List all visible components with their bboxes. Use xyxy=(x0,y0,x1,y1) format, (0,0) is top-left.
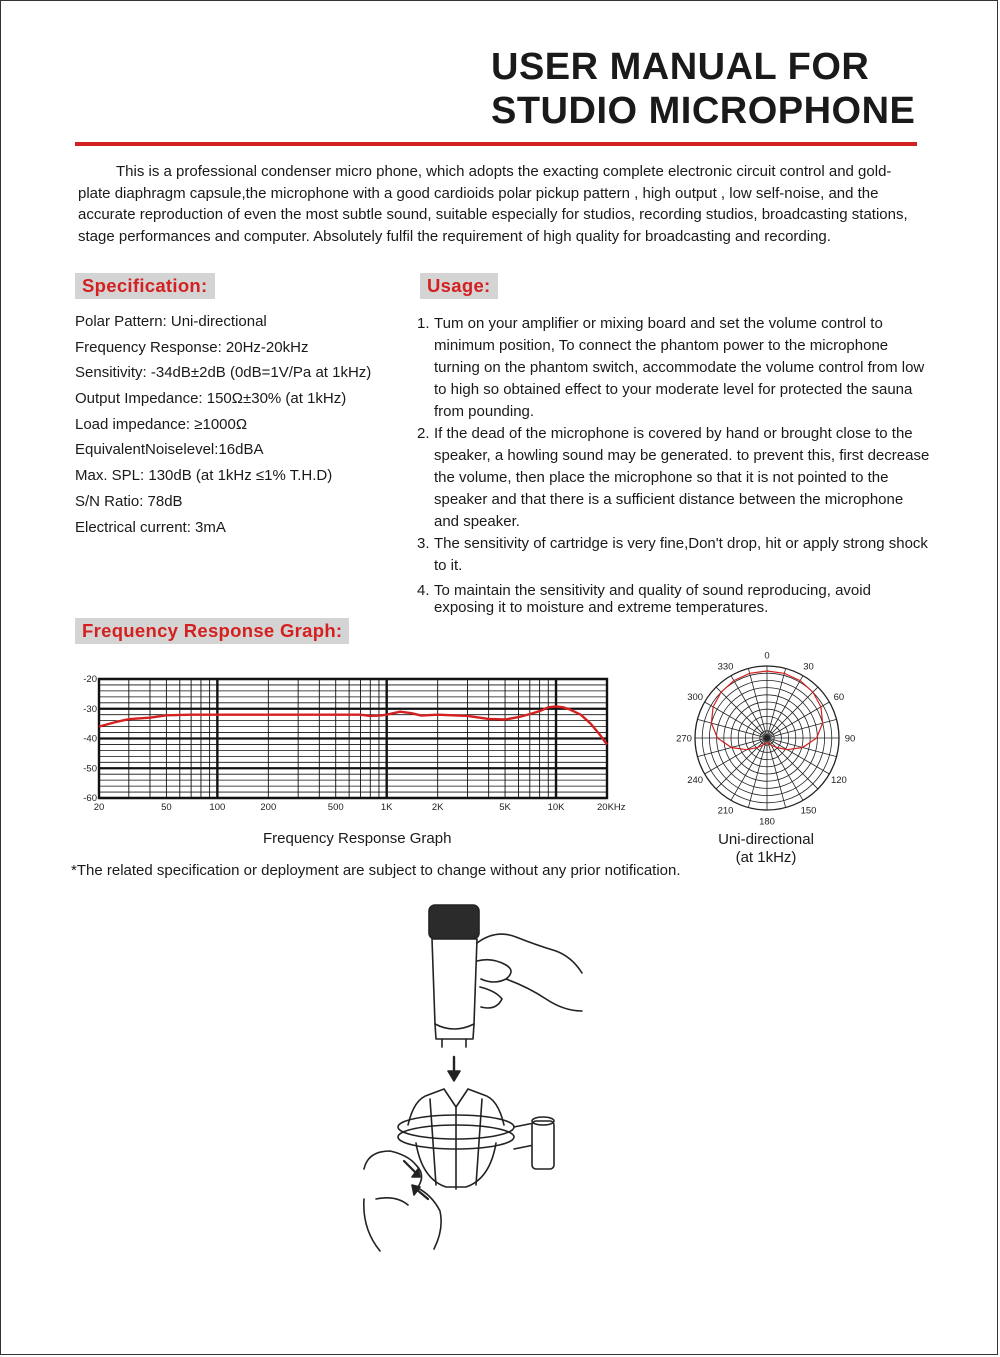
y-tick-label: -60 xyxy=(83,793,97,804)
x-tick-label: 1K xyxy=(380,802,393,813)
polar-spoke xyxy=(705,738,767,774)
usage-item-number: 2. xyxy=(417,425,430,442)
polar-caption-line-1: Uni-directional xyxy=(718,831,814,848)
polar-angle-label: 300 xyxy=(687,692,704,703)
microphone-body xyxy=(432,939,477,1029)
spec-item: Max. SPL: 130dB (at 1kHz ≤1% T.H.D) xyxy=(75,467,333,485)
polar-spoke xyxy=(767,719,837,738)
spec-item: Load impedance: ≥1000Ω xyxy=(75,415,248,433)
usage-item xyxy=(417,582,932,616)
spec-item: Output Impedance: 150Ω±30% (at 1kHz) xyxy=(75,390,347,408)
usage-item-number: 3. xyxy=(417,535,430,552)
intro-text: This is a professional condenser micro phone, which adopts the exacting complete electronic circuit control and gold-plate diaphragm capsule,the microphone with a good cardioids polar pickup pattern , high output , low self-noise, and the accurate reproduction of even the most subtle sound, suitable especially for studios, recording studios, broadcasting stations, stage performances and computer. Absolutely fulfil the requirement of high quality for broadcasting and recording. xyxy=(78,163,908,245)
polar-spoke xyxy=(705,702,767,738)
polar-spoke xyxy=(767,738,803,800)
spec-item: Polar Pattern: Uni-directional xyxy=(75,313,267,330)
spec-item: Electrical current: 3mA xyxy=(75,518,226,536)
arrow-down-icon xyxy=(448,1071,460,1081)
spec-item: Sensitivity: -34dB±2dB (0dB=1V/Pa at 1kHz) xyxy=(75,364,372,382)
polar-angle-label: 150 xyxy=(800,805,817,817)
microphone-thread xyxy=(442,1039,466,1047)
usage-item-number: 1. xyxy=(417,315,430,332)
polar-spoke xyxy=(697,719,767,738)
x-tick-label: 500 xyxy=(327,802,344,813)
mount-screw-knob xyxy=(532,1121,554,1169)
y-tick-label: -20 xyxy=(83,674,97,685)
polar-angle-label: 270 xyxy=(676,733,692,745)
x-tick-label: 50 xyxy=(161,802,172,813)
specification-heading: Specification: xyxy=(75,273,215,299)
polar-spoke xyxy=(767,668,786,738)
polar-spoke xyxy=(767,702,829,738)
polar-spoke xyxy=(767,738,829,774)
page-title xyxy=(491,45,951,133)
x-tick-label: 2K xyxy=(431,802,444,813)
intro-paragraph xyxy=(78,161,923,247)
specification-list xyxy=(75,311,415,542)
x-tick-label: 5K xyxy=(499,802,511,813)
left-hand xyxy=(364,1151,441,1251)
usage-item-text: The sensitivity of cartridge is very fine,Don't drop, hit or apply strong shock to it. xyxy=(434,535,928,574)
usage-item xyxy=(417,423,932,533)
microphone-shock-mount-illustration xyxy=(356,899,656,1259)
y-tick-label: -40 xyxy=(83,733,97,745)
y-tick-label: -30 xyxy=(83,703,97,715)
usage-item xyxy=(417,313,932,423)
title-divider xyxy=(75,142,917,146)
usage-item-text: If the dead of the microphone is covered by hand or brought close to the speaker, a howling sound may be generated. to prevent this, first decrease the volume, then place the microphone so that it is not pointed to the speaker and that there is a sufficient distance between the microphone and speaker. xyxy=(434,425,930,530)
polar-spoke xyxy=(731,676,767,738)
polar-spoke xyxy=(731,738,767,800)
usage-item-text: To maintain the sensitivity and quality of sound reproducing, avoid exposing it to moisture and extreme temperatures. xyxy=(434,582,871,616)
polar-angle-label: 180 xyxy=(759,816,775,828)
spec-item: S/N Ratio: 78dB xyxy=(75,492,183,510)
spec-item: Frequency Response: 20Hz-20kHz xyxy=(75,338,309,356)
usage-item-number: 4. xyxy=(417,582,430,599)
polar-angle-label: 240 xyxy=(687,775,704,786)
polar-angle-label: 90 xyxy=(844,733,856,745)
x-tick-label: 200 xyxy=(260,802,277,813)
microphone-grille xyxy=(429,905,479,939)
title-line-2: STUDIO MICROPHONE xyxy=(491,90,916,132)
spec-item: EquivalentNoiselevel:16dBA xyxy=(75,441,264,459)
x-tick-label: 10K xyxy=(547,802,565,813)
usage-heading: Usage: xyxy=(420,273,498,299)
polar-caption-line-2: (at 1kHz) xyxy=(735,849,797,866)
polar-angle-label: 330 xyxy=(717,661,734,673)
frequency-graph-heading: Frequency Response Graph: xyxy=(75,618,349,644)
disclaimer-note: *The related specification or deployment are subject to change without any prior notification. xyxy=(71,862,681,879)
x-tick-label: 20 xyxy=(93,802,105,813)
usage-item-text: Tum on your amplifier or mixing board and set the volume control to minimum position, To connect the phantom power to the microphone turning on the phantom switch, accommodate the volume control from low to high so obtained effect to your moderate level for protected the sauna from pounding. xyxy=(434,315,925,420)
polar-angle-label: 60 xyxy=(833,692,845,703)
x-tick-label: 100 xyxy=(209,802,226,813)
title-line-1: USER MANUAL FOR xyxy=(491,46,870,88)
polar-spoke xyxy=(767,676,803,738)
polar-caption xyxy=(701,831,831,867)
right-hand xyxy=(477,934,582,1011)
frequency-response-chart xyxy=(71,669,641,817)
frequency-graph-caption: Frequency Response Graph xyxy=(263,830,452,847)
polar-angle-label: 30 xyxy=(803,661,814,673)
usage-list xyxy=(417,313,932,616)
x-tick-label: 20KHz xyxy=(597,802,626,813)
shock-mount-bracket xyxy=(514,1123,534,1149)
y-tick-label: -50 xyxy=(83,763,97,775)
shock-mount-struts xyxy=(430,1099,482,1189)
usage-item xyxy=(417,533,932,577)
polar-spoke xyxy=(748,668,767,738)
polar-angle-label: 120 xyxy=(830,775,847,786)
polar-angle-label: 210 xyxy=(717,805,734,817)
polar-angle-label: 0 xyxy=(764,650,770,662)
polar-pattern-chart xyxy=(667,645,867,830)
